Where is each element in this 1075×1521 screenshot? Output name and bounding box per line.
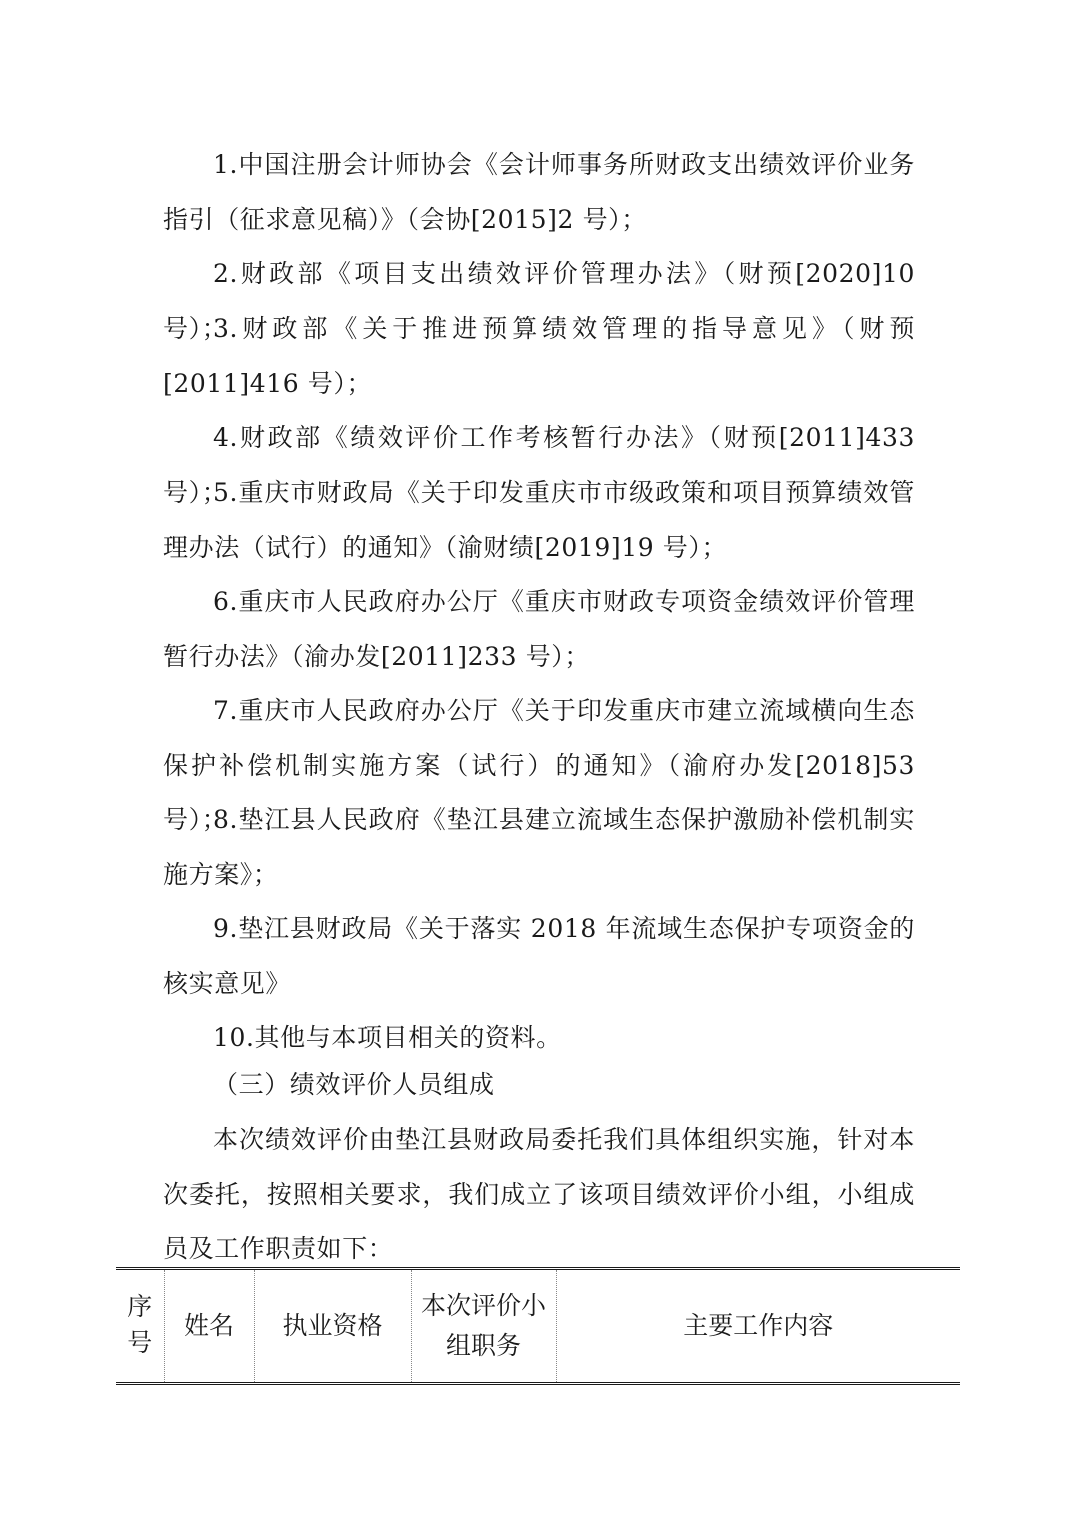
basis-item-5: 5.重庆市财政局《关于印发重庆市市级政策和项目预算绩效管理办法（试行）的通知》（渝财绩[2019]19 号）； [163,478,915,562]
basis-item-2: 2.财政部《项目支出绩效评价管理办法》（财预[2020]10 号）； [163,259,915,343]
basis-item-3: 3.财政部《关于推进预算绩效管理的指导意见》（财预[2011]416 号）； [163,314,915,398]
basis-item-4: 4.财政部《绩效评价工作考核暂行办法》（财预[2011]433 号）； [163,423,915,507]
basis-item-8: 8.垫江县人民政府《垫江县建立流域生态保护激励补偿机制实施方案》； [163,805,915,889]
basis-item-7: 7.重庆市人民政府办公厅《关于印发重庆市建立流域横向生态保护补偿机制实施方案（试行）的通知》（渝府办发[2018]53 号）； [163,696,915,834]
basis-item-10: 10.其他与本项目相关的资料。 [213,1023,562,1052]
header-name: 姓名 [164,1270,254,1382]
header-qualification: 执业资格 [254,1270,411,1382]
header-role [411,1270,556,1382]
section-heading: （三）绩效评价人员组成 [213,1070,495,1099]
section-intro: 本次绩效评价由垫江县财政局委托我们具体组织实施，针对本次委托，按照相关要求，我们成立了该项目绩效评价小组，小组成员及工作职责如下： [163,1125,915,1263]
basis-item-1: 1.中国注册会计师协会《会计师事务所财政支出绩效评价业务指引（征求意见稿）》（会协[2015]2 号）； [163,150,915,234]
header-index-label: 序号 [127,1292,153,1357]
header-role-label: 本次评价小组职务 [420,1291,546,1360]
header-duties: 主要工作内容 [556,1270,960,1382]
header-index [116,1270,164,1382]
basis-item-6: 6.重庆市人民政府办公厅《重庆市财政专项资金绩效评价管理暂行办法》（渝办发[2011]233 号）； [163,587,915,671]
basis-item-9: 9.垫江县财政局《关于落实 2018 年流域生态保护专项资金的核实意见》 [163,914,915,998]
staff-table-grid [116,1270,960,1382]
staff-table [116,1267,960,1385]
table-header-row [116,1270,960,1382]
table-bottom-rule [116,1382,960,1385]
